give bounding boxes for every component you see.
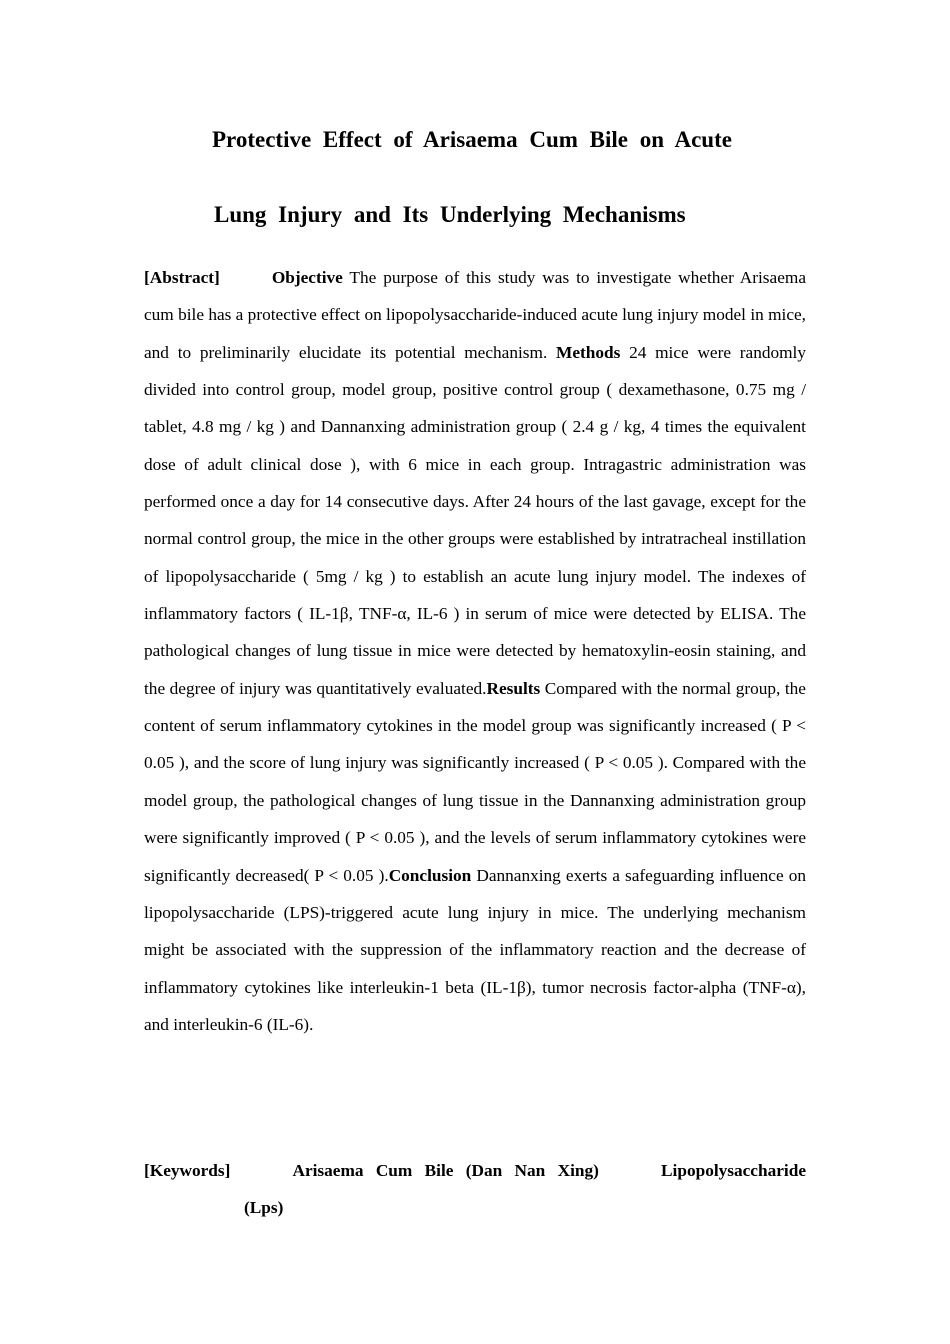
- results-text: Compared with the normal group, the content of serum inflammatory cytokines in the model group was significantly increased ( P < 0.05 ), and the score of lung injury was significantly increased ( P < 0.05 ). Compared with the model group, the pathological changes of lung tissue in the Dannanxing administration group were significantly improved ( P < 0.05 ), and the levels of serum inflammatory cytokines were significantly decreased( P < 0.05 ).: [144, 678, 806, 885]
- keywords-heading: [Keywords]: [144, 1161, 231, 1180]
- objective-text: The purpose of this study was to investigate whether Arisaema cum bile has a protective effect on lipopolysaccharide-induced acute lung injury model in mice, and to preliminarily elucidate its potential mechanism.: [144, 268, 806, 362]
- abstract-heading: [Abstract]: [144, 268, 220, 287]
- keyword-item: (Lps): [244, 1198, 284, 1218]
- keywords-row-continued: [144, 1189, 806, 1226]
- methods-text: 24 mice were randomly divided into control group, model group, positive control group ( dexamethasone, 0.75 mg / tablet, 4.8 mg / kg ) and Dannanxing administration group ( 2.4 g / kg, 4 times the equivalent dose of adult clinical dose ), with 6 mice in each group. Intragastric administration was performed once a day for 14 consecutive days. After 24 hours of the last gavage, except for the normal control group, the mice in the other groups were established by intratracheal instillation of lipopolysaccharide ( 5mg / kg ) to establish an acute lung injury model. The indexes of inflammatory factors ( IL-1β, TNF-α, IL-6 ) in serum of mice were detected by ELISA. The pathological changes of lung tissue in mice were detected by hematoxylin-eosin staining, and the degree of injury was quantitatively evaluated.: [144, 342, 806, 698]
- abstract-paragraph: [144, 259, 806, 1043]
- keyword-item: Lipopolysaccharide: [661, 1161, 806, 1180]
- title-line-1: Protective Effect of Arisaema Cum Bile on Acute: [212, 127, 732, 152]
- keyword-item: Arisaema Cum Bile (Dan Nan Xing): [292, 1161, 599, 1180]
- methods-label: Methods: [556, 342, 621, 362]
- keywords-section: [144, 1152, 806, 1227]
- results-label: Results: [486, 678, 541, 698]
- objective-label: Objective: [271, 268, 343, 287]
- conclusion-label: Conclusion: [388, 865, 472, 885]
- keywords-row: [144, 1152, 806, 1189]
- conclusion-text: Dannanxing exerts a safeguarding influence on lipopolysaccharide (LPS)-triggered acute lung injury in mice. The underlying mechanism might be associated with the suppression of the inflammatory reaction and the decrease of inflammatory cytokines like interleukin-1 beta (IL-1β), tumor necrosis factor-alpha (TNF-α), and interleukin-6 (IL-6).: [144, 865, 806, 1034]
- title-line-2: Lung Injury and Its Underlying Mechanisms: [214, 202, 686, 227]
